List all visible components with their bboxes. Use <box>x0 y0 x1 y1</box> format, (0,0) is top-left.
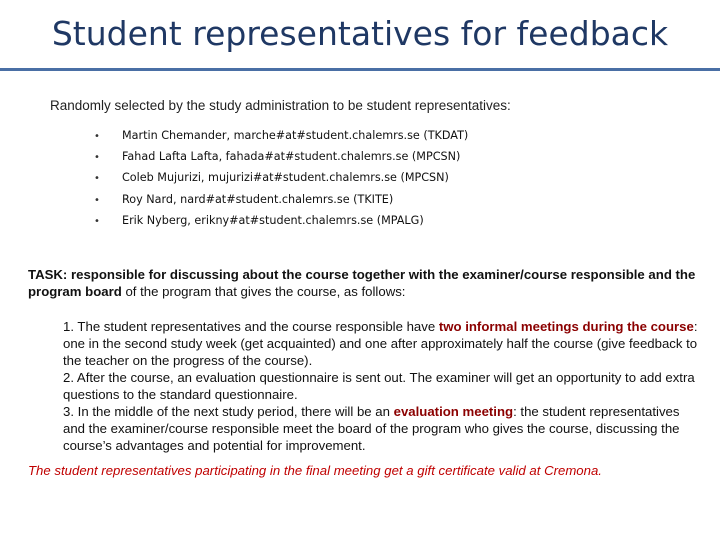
step-3-text: 3. In the middle of the next study period, there will be an <box>63 404 394 419</box>
list-item <box>94 211 468 232</box>
step-1-rest: : one in the second study week (get acquainted) and one after approximately half the course (give feedback to the teacher on the progress of the course). <box>63 319 698 368</box>
list-item <box>94 190 468 211</box>
bullet-icon: • <box>94 215 100 227</box>
bullet-icon: • <box>94 131 100 142</box>
intro-text: Randomly selected by the study administration to be student representatives: <box>50 98 511 113</box>
steps-block <box>63 318 703 454</box>
bullet-icon: • <box>94 173 100 185</box>
list-item <box>94 168 468 189</box>
step-3-highlight: evaluation meeting <box>393 404 514 419</box>
task-rest: of the program that gives the course, as follows: <box>121 284 406 299</box>
representative-entry: Coleb Mujurizi, mujurizi#at#student.chalemrs.se (MPCSN) <box>122 171 449 185</box>
page-title: Student representatives for feedback <box>51 14 669 53</box>
representatives-list <box>94 126 468 232</box>
representative-entry: Erik Nyberg, erikny#at#student.chalemrs.se (MPALG) <box>122 213 424 227</box>
title-divider <box>0 68 720 71</box>
representative-entry: Roy Nard, nard#at#student.chalemrs.se (TKITE) <box>122 192 394 206</box>
list-item <box>94 147 468 168</box>
step-1-text: 1. The student representatives and the course responsible have <box>63 319 439 334</box>
representative-entry: Martin Chemander, marche#at#student.chalemrs.se (TKDAT) <box>122 129 469 142</box>
footer-note: The student representatives participating in the final meeting get a gift certificate valid at Cremona. <box>28 463 602 478</box>
task-description <box>28 266 698 300</box>
step-2: 2. After the course, an evaluation questionnaire is sent out. The examiner will get an opportunity to add extra questions to the standard questionnaire. <box>63 370 695 402</box>
task-bold: TASK: responsible for discussing about the course together with the examiner/course responsible and the program board <box>28 267 696 299</box>
step-3 <box>63 403 703 454</box>
bullet-icon: • <box>94 194 100 206</box>
step-1 <box>63 318 703 369</box>
bullet-icon: • <box>94 152 100 164</box>
step-1-highlight: two informal meetings during the course <box>438 319 694 334</box>
representative-entry: Fahad Lafta Lafta, fahada#at#student.chalemrs.se (MPCSN) <box>122 150 461 164</box>
step-3-rest: : the student representatives and the examiner/course responsible meet the board of the program who gives the course, discussing the course’s advantages and potential for improvement. <box>63 404 680 453</box>
list-item <box>94 126 468 147</box>
